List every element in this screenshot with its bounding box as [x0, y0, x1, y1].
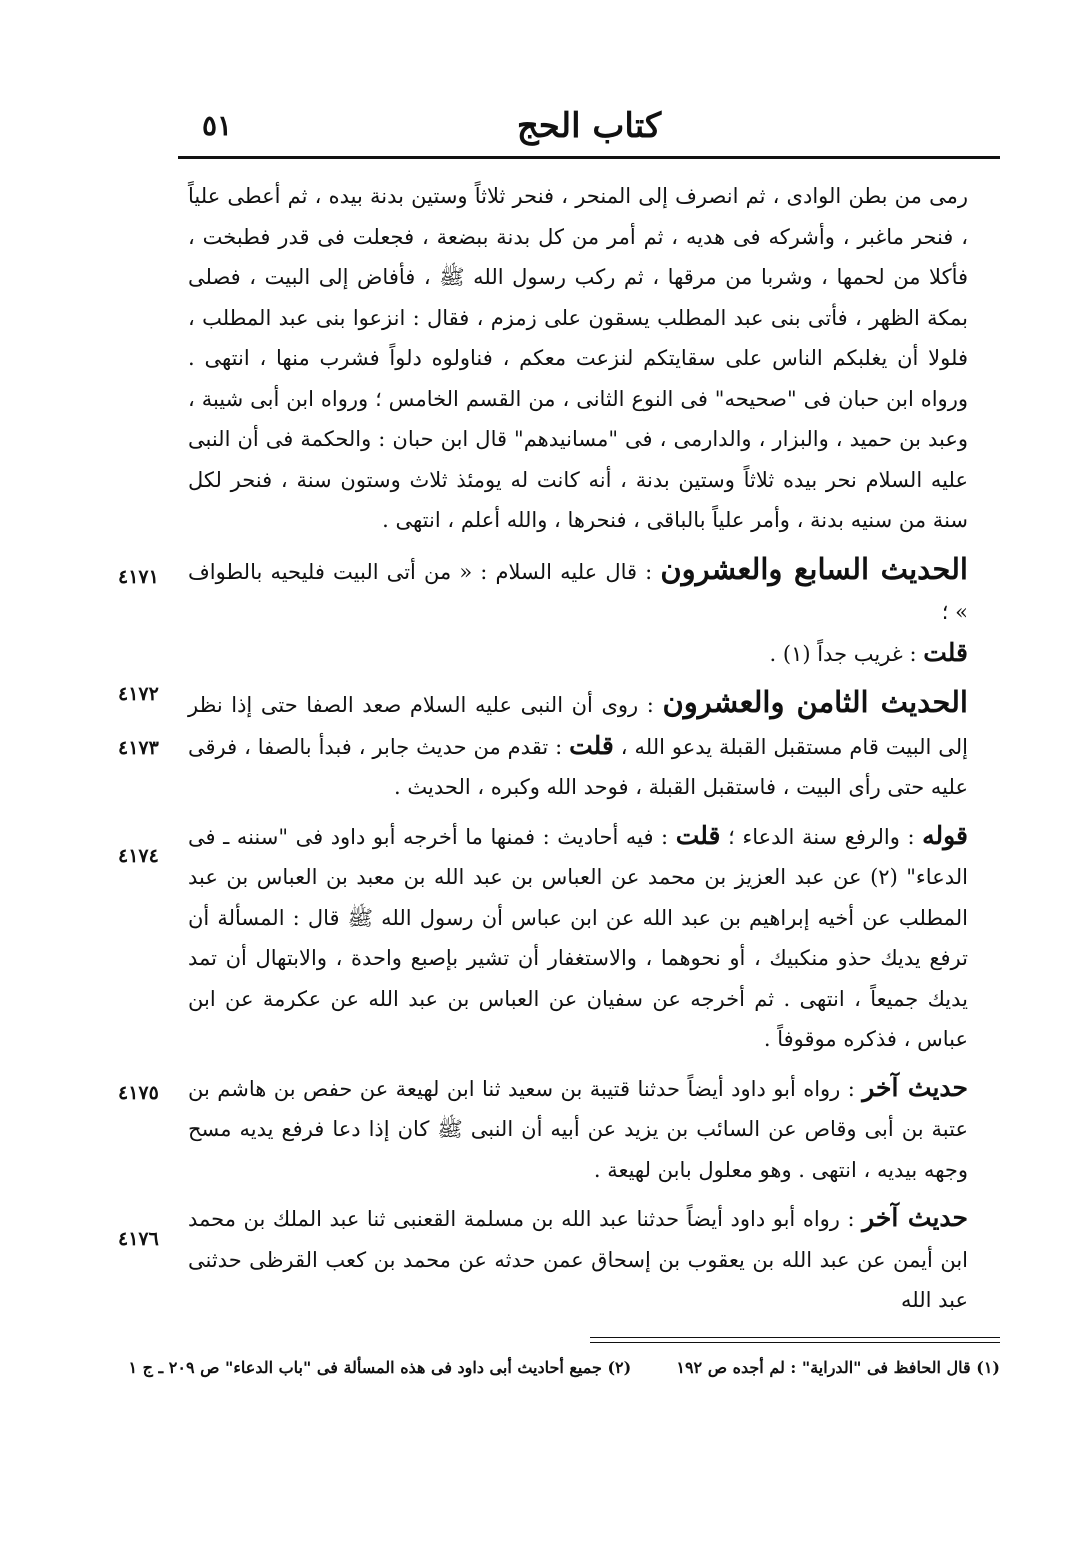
qult-label: قلت: [675, 820, 721, 850]
hadith-number: ٤١٧٦: [118, 1228, 159, 1250]
qult-label: قلت: [569, 730, 614, 760]
qawl-text: : والرفع سنة الدعاء ؛: [728, 824, 915, 849]
hadith-27: [188, 549, 968, 633]
hadith-number: ٤١٧٥: [118, 1082, 159, 1104]
qawl-paragraph: [188, 816, 968, 1060]
hadith-number: ٤١٧٤: [118, 845, 159, 867]
footnote-divider: [590, 1342, 1000, 1343]
header-divider: [178, 156, 1000, 159]
running-header: [178, 100, 1000, 156]
hadith-number: ٤١٧٣: [118, 737, 159, 759]
footnotes: [100, 1352, 1000, 1384]
paragraph: رمى من بطن الوادى ، ثم انصرف إلى المنحر ، فنحر ثلاثاً وستين بدنة بيده ، ثم أعطى علياً ، فنحر ماغبر ، وأشركه فى هديه ، ثم أمر من كل بدنة ببضعة ، فجعلت فى قدر فطبخت ، فأكلا من لحمها ، وشربا من مرقها ، ثم ركب رسول الله ﷺ ، فأفاض إلى البيت ، فصلى بمكة الظهر ، فأتى بنى عبد المطلب يسقون على زمزم ، فقال : انزعوا بنى عبد المطلب ، فلولا أن يغلبكم الناس على سقايتكم لنزعت معكم ، فناولوه دلواً فشرب منها ، انتهى . ورواه ابن حبان فى "صحيحه" فى النوع الثانى ، من القسم الخامس ؛ ورواه ابن أبى شيبة ، وعبد بن حميد ، والبزار ، والدارمى ، فى "مسانيدهم" قال ابن حبان : والحكمة فى أن النبى عليه السلام نحر بيده ثلاثاً وستين بدنة ، أنه كانت له يومئذ ثلاث وستون سنة ، فنحر لكل سنة من سنيه بدنة ، وأمر علياً بالباقى ، فنحرها ، والله أعلم ، انتهى .: [188, 184, 968, 532]
hadith-heading: الحديث السابع والعشرون: [660, 551, 968, 586]
hadith-akhar-2: [188, 1198, 968, 1321]
hadith-text: : روى أن النبى عليه السلام صعد الصفا حتى إذا نظر إلى البيت قام مستقبل القبلة يدعو الله ،: [188, 693, 968, 759]
hadith-text: : رواه أبو داود أيضاً حدثنا قتيبة بن سعيد ثنا ابن لهيعة عن حفص بن هاشم بن عتبة بن أبى وقاص عن السائب بن يزيد عن أبيه أن النبى ﷺ كان إذا دعا فرفع يديه مسح وجهه بيديه ، انتهى . وهو معلول بابن لهيعة .: [188, 1076, 968, 1182]
hadith-number: ٤١٧١: [118, 566, 159, 588]
hadith-text: : رواه أبو داود أيضاً حدثنا عبد الله بن مسلمة القعنبى ثنا عبد الملك بن محمد ابن أيمن عن عبد الله بن يعقوب بن إسحاق عمن حدثه عن محمد بن كعب القرظى حدثنى عبد الله: [188, 1207, 968, 1312]
footnote-1: (١) قال الحافظ فى "الدراية" : لم أجده ص ١٩٢: [676, 1358, 1000, 1377]
hadith-akhar-label: حديث آخر: [862, 1072, 968, 1102]
hadith-27-comment: [188, 633, 968, 675]
chapter-title: كتاب الحج: [516, 106, 662, 146]
main-text: [188, 176, 968, 1321]
hadith-text: : قال عليه السلام : « من أتى البيت فليحيه بالطواف » ؛: [188, 559, 968, 624]
footnote-line: [100, 1352, 1000, 1384]
hadith-28: [188, 682, 968, 808]
comment-text: : فيه أحاديث : فمنها ما أخرجه أبو داود فى "سننه ـ فى الدعاء" (٢) عن عبد العزيز بن محمد عن العباس بن عبد الله بن معبد بن العباس بن عبد المطلب عن أخيه إبراهيم بن عبد الله عن ابن عباس أن رسول الله ﷺ قال : المسألة أن ترفع يديك حذو منكبيك ، أو نحوهما ، والاستغفار أن تشير بإصبع واحدة ، والابتهال أن تمد يديك جميعاً ، انتهى . ثم أخرجه عن سفيان عن العباس بن عبد الله عن عكرمة عن ابن عباس ، فذكره موقوفاً .: [188, 824, 968, 1051]
comment-text: : تقدم من حديث جابر ، فبدأ بالصفا ، فرقى عليه حتى رأى البيت ، فاستقبل القبلة ، فوحد الله وكبره ، الحديث .: [188, 734, 968, 799]
qawl-label: قوله: [922, 820, 968, 850]
hadith-heading: الحديث الثامن والعشرون: [662, 685, 968, 719]
hadith-number: ٤١٧٢: [118, 683, 159, 705]
hadith-akhar-label: حديث آخر: [862, 1203, 969, 1232]
footnote-divider: [590, 1337, 1000, 1338]
hadith-akhar-1: [188, 1068, 968, 1191]
comment-text: : غريب جداً (١) .: [769, 641, 917, 666]
qult-label: قلت: [923, 637, 968, 667]
page-number: ٥١: [202, 109, 233, 142]
footnote-2: (٢) جميع أحاديث أبى داود فى هذه المسألة فى "باب الدعاء" ص ٢٠٩ ـ ج ١: [128, 1358, 632, 1377]
